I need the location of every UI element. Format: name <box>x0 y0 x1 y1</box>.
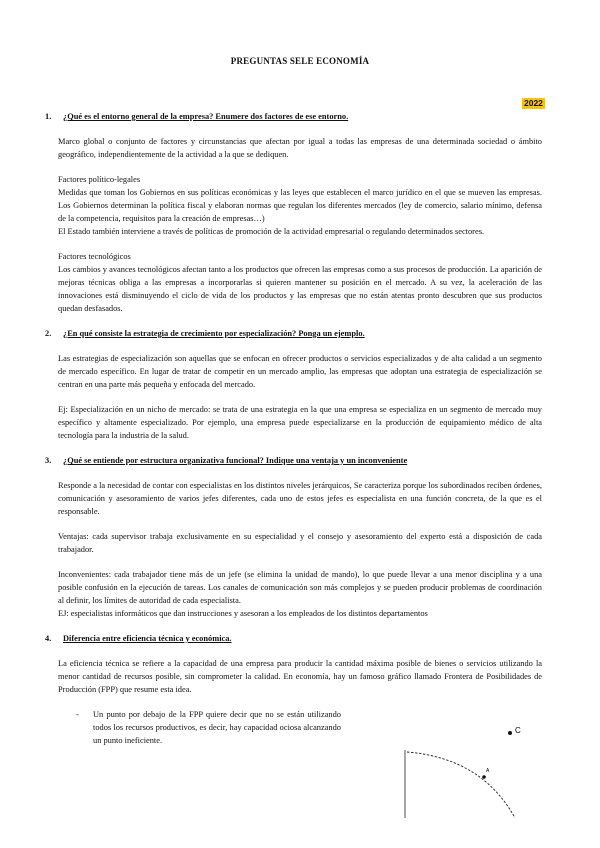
q1-factor1-heading: Factores político-legales <box>58 175 141 184</box>
question-1 <box>45 110 542 123</box>
document-title: PREGUNTAS SELE ECONOMÍA <box>230 56 370 66</box>
question-number: 4. <box>45 634 52 643</box>
document-body <box>45 110 542 808</box>
q1-definition: Marco global o conjunto de factores y circunstancias que afectan por igual a todas las empresas de una determinada sociedad o ámbito geográfico, independientemente de la actividad a la que se dediquen. <box>58 137 542 159</box>
q3-advantage: Ventajas: cada supervisor trabaja exclusivamente en su especialidad y el consejo y asesoramiento del experto está a disposición de cada trabajador. <box>58 532 542 554</box>
q1-factor2-text: Los cambios y avances tecnológicos afectan tanto a los productos que ofrecen las empresas como a sus procesos de producción. La aparición de mejoras técnicas obliga a las empresas a incorporarlas si quieren mantener su posición en el mercado. A su vez, la aceleración de las innovaciones está disminuyendo el ciclo de vida de los productos y las empresas que no están atentas pronto descubren que sus productos quedan desfasados. <box>58 265 542 313</box>
bullet-dash: - <box>76 710 79 719</box>
q1-factor1-text: Medidas que toman los Gobiernos en sus políticas económicas y las leyes que establecen el marco jurídico en el que se mueven las empresas. Los Gobiernos determinan la política fiscal y elaboran normas que regulan los diferentes mercados (ley de comercio, salario mínimo, defensa de la competencia, requisitos para la creación de empresas…) <box>58 188 542 223</box>
q3-disadvantage: Inconvenientes: cada trabajador tiene más de un jefe (se elimina la unidad de mando), lo que puede llevar a una menor disciplina y a una posible confusión en la ejecución de tareas. Los canales de comunicación son más complejos y se pueden producir problemas de coordinación al definir, los límites de autoridad de cada especialista. <box>58 570 542 605</box>
q4-bullet-and-graph <box>45 708 542 808</box>
q4-answer: La eficiencia técnica se refiere a la capacidad de una empresa para producir la cantidad máxima posible de bienes o servicios utilizando la menor cantidad de recursos posible, sin comprometer la calidad. En economía, hay un famoso gráfico llamado Frontera de Posibilidades de Producción (FPP) que resume esta idea. <box>58 659 542 694</box>
question-number: 2. <box>45 329 52 338</box>
question-number: 3. <box>45 456 52 465</box>
question-text: ¿Qué es el entorno general de la empresa? Enumere dos factores de ese entorno. <box>63 112 349 121</box>
q3-answer: Responde a la necesidad de contar con especialistas en los distintos niveles jerárquicos, Se caracteriza porque los subordinados reciben órdenes, comunicación y asesoramiento de varios jefes diferentes, cada uno de estos jefes es especialista en una función concreta, de la que es el responsable. <box>58 481 542 516</box>
question-3 <box>45 454 542 467</box>
q4-bullet <box>76 708 341 747</box>
q2-example: Ej: Especialización en un nicho de mercado: se trata de una estrategia en la que una empresa se especializa en un segmento de mercado muy específico y altamente especializado. Por ejemplo, una empresa puede especializarse en la producción de equipamiento médico de alta tecnología para la industria de la salud. <box>58 405 542 440</box>
q3-example: EJ: especialistas informáticos que dan instrucciones y asesoran a los empleados de los distintos departamentos <box>58 609 428 618</box>
q1-factor2-heading: Factores tecnológicos <box>58 252 131 261</box>
ppf-graph <box>397 708 547 818</box>
ppf-curve <box>407 752 515 818</box>
point-c <box>508 731 512 735</box>
question-number: 1. <box>45 112 52 121</box>
question-text: ¿Qué se entiende por estructura organizativa funcional? Indique una ventaja y un inconveniente <box>63 456 408 465</box>
question-text: ¿En qué consiste la estrategia de crecimiento por especialización? Ponga un ejemplo. <box>63 329 365 338</box>
bullet-text: Un punto por debajo de la FPP quiere decir que no se están utilizando todos los recursos productivos, es decir, hay capacidad ociosa alcanzando un punto ineficiente. <box>93 710 341 745</box>
q2-answer: Las estrategias de especialización son aquellas que se enfocan en ofrecer productos o servicios especializados y de alta calidad a un segmento de mercado específico. En lugar de tratar de competir en un mercado amplio, las empresas que adoptan una estrategia de especialización se centran en una parte más pequeña y enfocada del mercado. <box>58 354 542 389</box>
point-a-label: A <box>486 768 490 774</box>
question-2 <box>45 327 542 340</box>
question-4 <box>45 632 542 645</box>
point-a <box>482 775 486 779</box>
year-badge: 2022 <box>524 98 543 108</box>
question-text: Diferencia entre eficiencia técnica y económica. <box>63 634 232 643</box>
point-c-label: C <box>515 726 521 735</box>
q1-factor1-text2: El Estado también interviene a través de políticas de promoción de la actividad empresarial o regulando determinados sectores. <box>58 227 485 236</box>
